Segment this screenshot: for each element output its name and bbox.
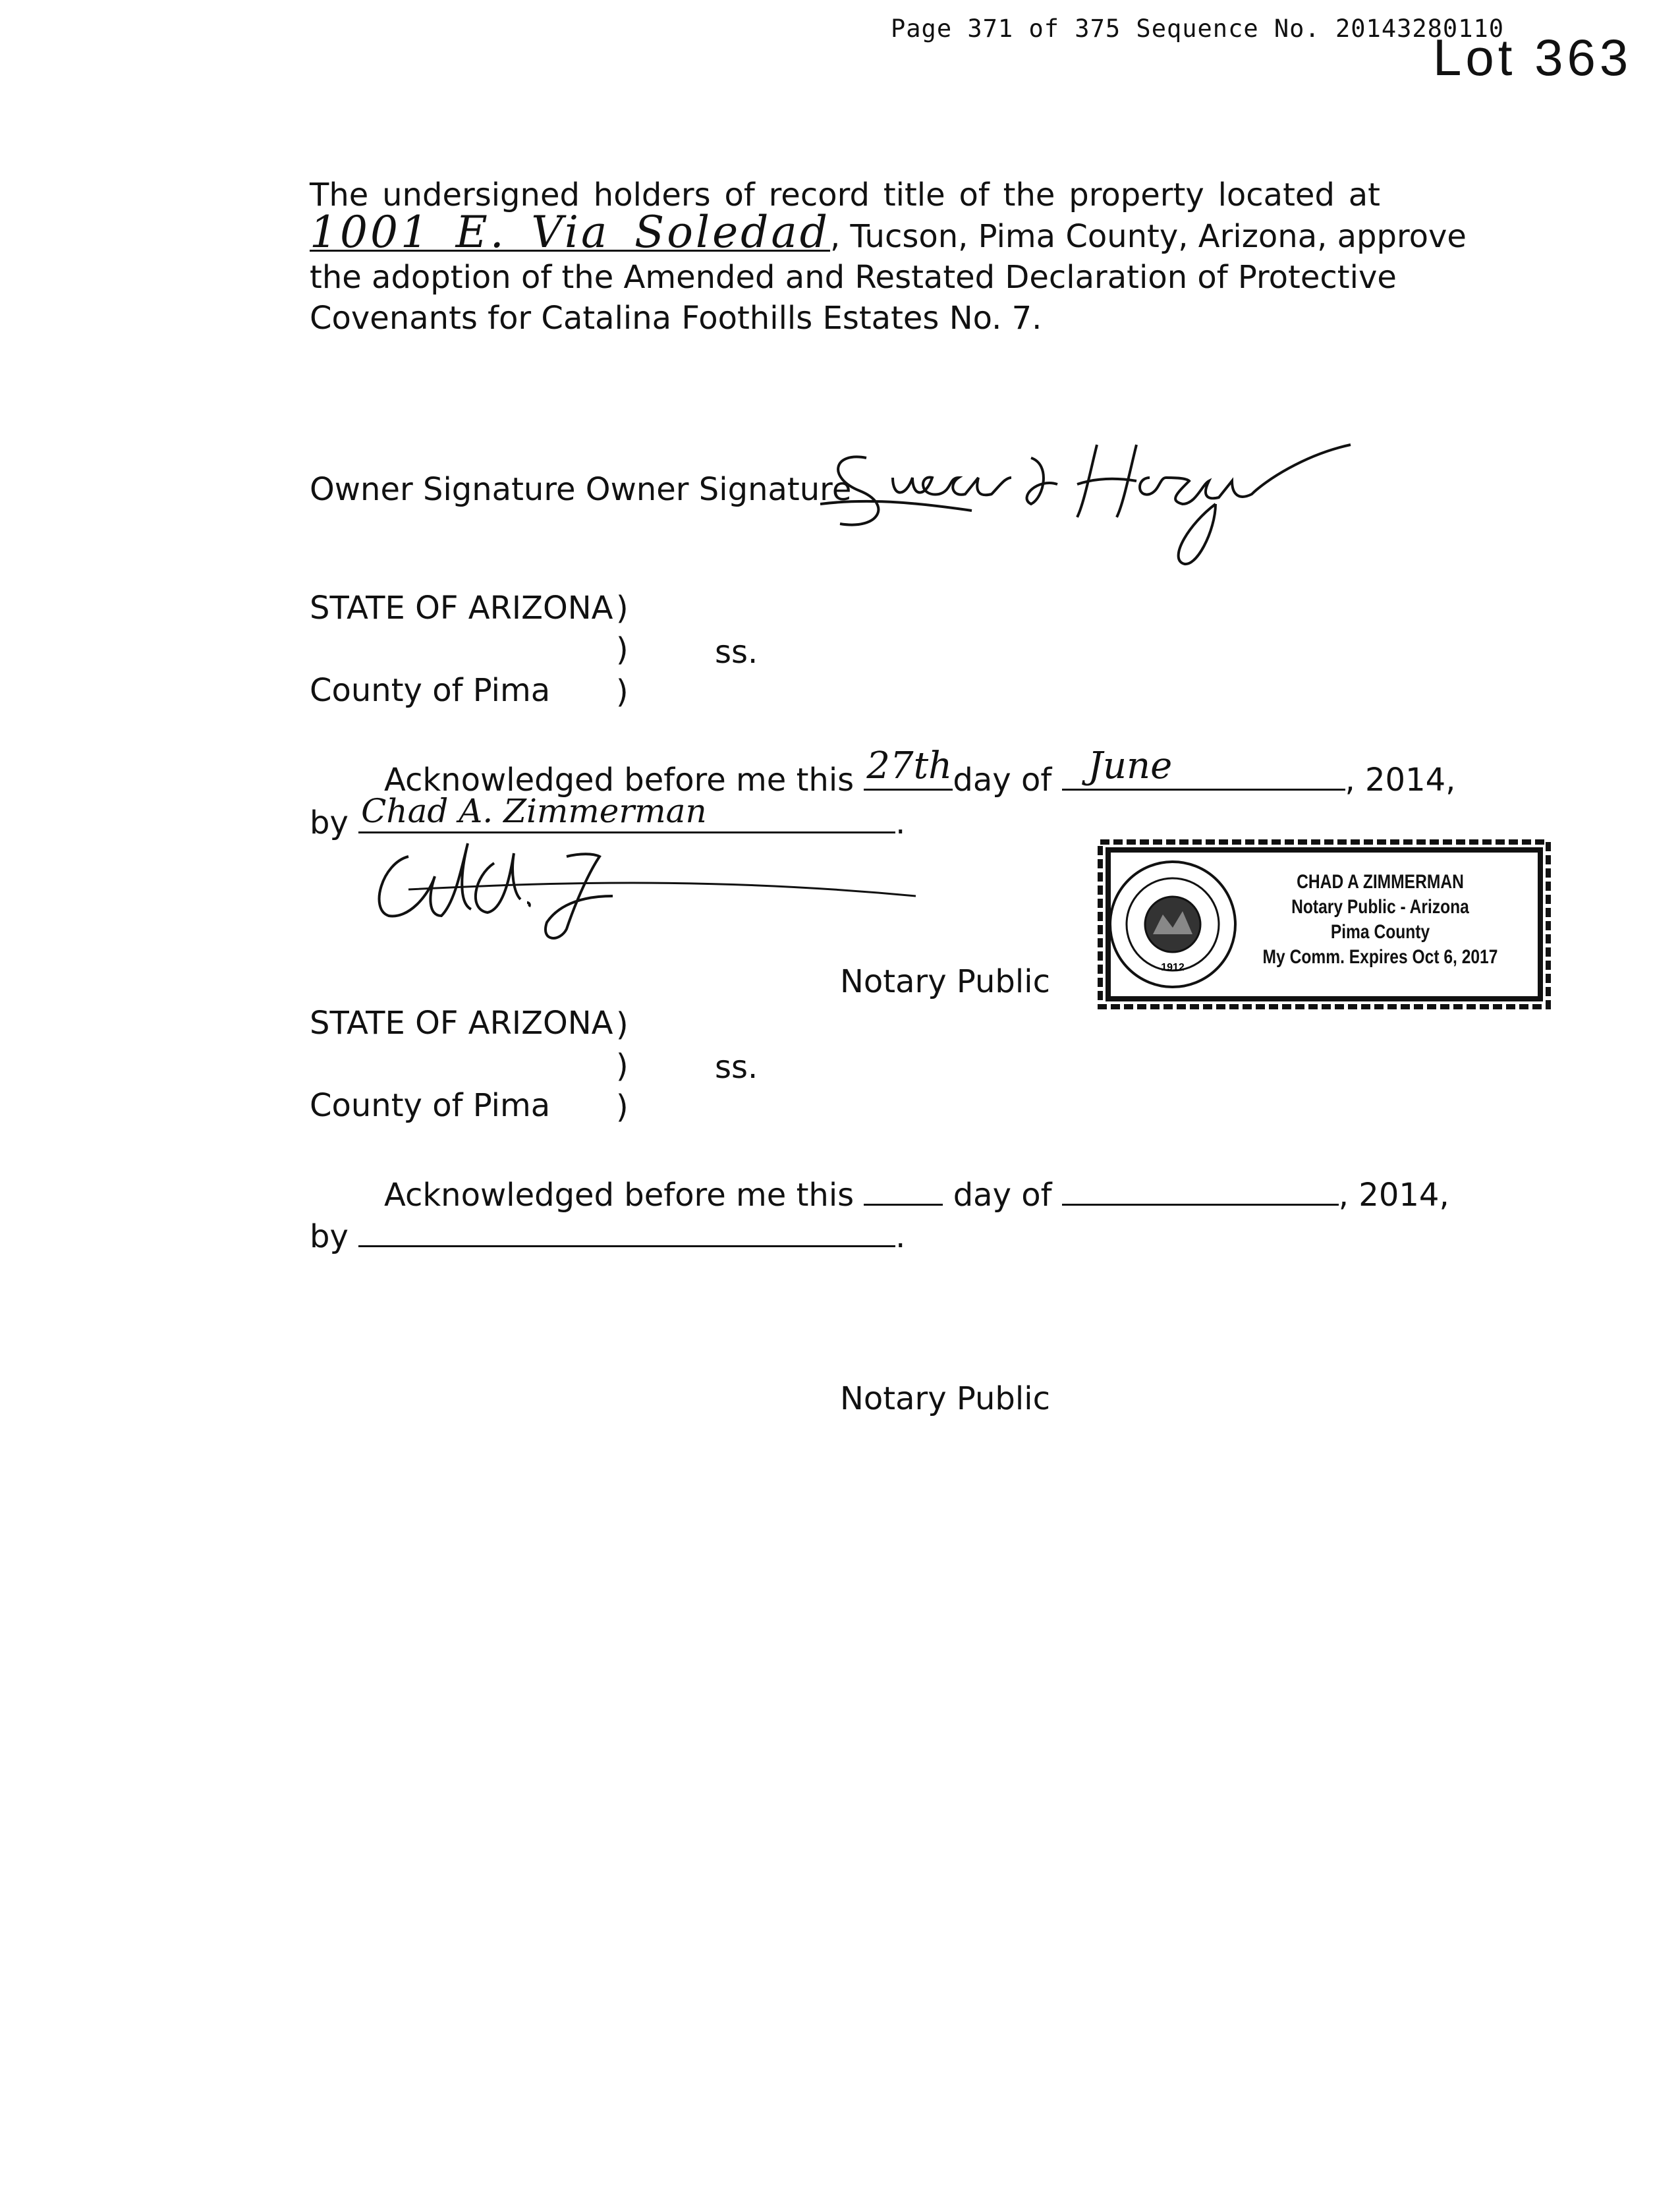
ack2-by: by (310, 1218, 349, 1255)
stamp-notary-name: CHAD A ZIMMERMAN (1297, 871, 1464, 893)
ack2-month-blank[interactable] (1062, 1169, 1339, 1206)
notary-public-label-1: Notary Public (840, 963, 1050, 1000)
property-address: 1001 E. Via Soledad (310, 207, 830, 258)
ack1-prefix: Acknowledged before me this (384, 762, 854, 799)
ack1-day-value: 27th (866, 745, 953, 787)
ack1-month-blank (1062, 745, 1345, 791)
ack2-period: . (895, 1218, 906, 1255)
ack2-by-line (310, 1211, 905, 1255)
ack1-by: by (310, 804, 349, 841)
venue2-county: County of Pima (310, 1087, 551, 1124)
approval-paragraph (310, 175, 1467, 339)
stamp-county: Pima County (1330, 921, 1430, 943)
ack2-by-blank[interactable] (358, 1211, 895, 1247)
ack1-month-value: June (1088, 745, 1173, 787)
notary-signature-1 (369, 837, 922, 942)
ack1-period: . (895, 804, 906, 841)
venue1-paren-3: ) (616, 673, 629, 710)
approval-line-1: The undersigned holders of record title of the property located at (310, 177, 1380, 213)
venue2-paren-1: ) (616, 1006, 629, 1043)
ack1-by-value: Chad A. Zimmerman (361, 792, 707, 830)
venue2-paren-2: ) (616, 1048, 629, 1084)
seal-year: 1912 (1161, 962, 1185, 973)
stamp-notary-title: Notary Public - Arizona (1291, 896, 1469, 918)
approval-line-2-rest: , Tucson, Pima County, Arizona, approve (830, 218, 1467, 255)
venue2-state: STATE OF ARIZONA (310, 1005, 613, 1042)
owner-signature (820, 432, 1387, 590)
approval-line-2 (310, 207, 1467, 258)
venue1-state: STATE OF ARIZONA (310, 590, 613, 627)
venue2-paren-3: ) (616, 1088, 629, 1125)
ack1-day-blank (864, 745, 953, 791)
approval-line-4: Covenants for Catalina Foothills Estates No. 7. (310, 300, 1042, 337)
venue1-ss: ss. (715, 634, 758, 671)
ack2-prefix: Acknowledged before me this (384, 1177, 854, 1214)
ack2-year: , 2014, (1338, 1177, 1449, 1214)
ack2-day-of: day of (953, 1177, 1052, 1214)
ack1-by-blank (358, 792, 895, 833)
ack2-day-blank[interactable] (864, 1169, 943, 1206)
ack1-by-line (310, 792, 906, 841)
stamp-expiration: My Comm. Expires Oct 6, 2017 (1262, 946, 1498, 968)
ack1-year: , 2014, (1345, 762, 1456, 799)
venue2-ss: ss. (715, 1049, 758, 1086)
ack2-line (384, 1169, 1449, 1214)
owner-signature-label: Owner Signature Owner Signature (310, 471, 852, 508)
venue1-paren-2: ) (616, 631, 629, 668)
ack1-day-of: day of (953, 762, 1052, 799)
approval-line-3: the adoption of the Amended and Restated Declaration of Protective (310, 259, 1397, 296)
venue1-paren-1: ) (616, 590, 629, 627)
lot-number-note: Lot 363 (1433, 28, 1633, 86)
page-header: Page 371 of 375 Sequence No. 20143280110 (891, 14, 1505, 43)
venue1-county: County of Pima (310, 672, 551, 709)
notary-public-label-2: Notary Public (840, 1380, 1050, 1417)
